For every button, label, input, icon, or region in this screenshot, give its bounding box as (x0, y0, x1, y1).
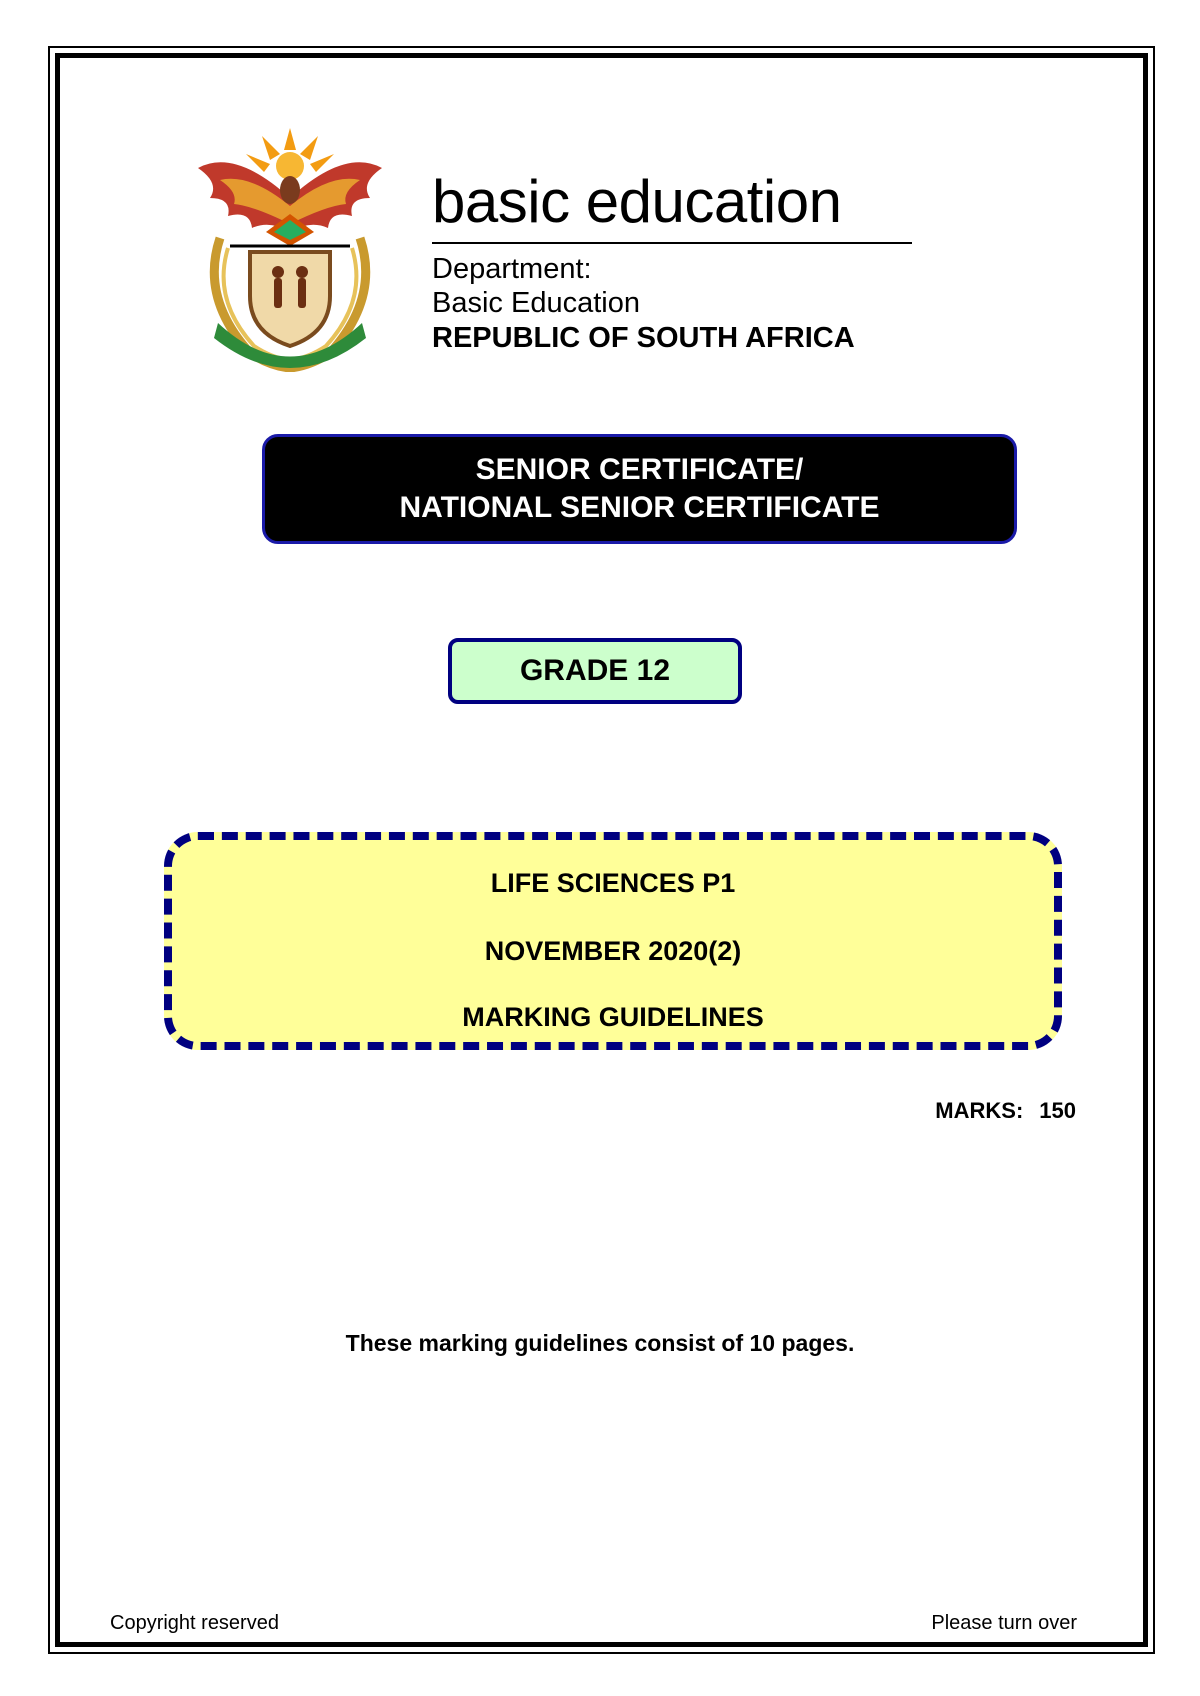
grade-badge: GRADE 12 (448, 638, 742, 704)
page-count-note: These marking guidelines consist of 10 pages. (345, 1330, 855, 1356)
department-name: Basic Education (432, 287, 640, 319)
footer-copyright: Copyright reserved (110, 1612, 279, 1634)
subject-name: LIFE SCIENCES P1 (490, 868, 736, 898)
department-label: Department: (432, 253, 592, 285)
certificate-line-1: SENIOR CERTIFICATE/ (475, 453, 804, 486)
subject-doc-type: MARKING GUIDELINES (462, 1002, 764, 1032)
subject-session: NOVEMBER 2020(2) (484, 936, 742, 966)
footer-turn-over: Please turn over (931, 1612, 1077, 1634)
country-name: REPUBLIC OF SOUTH AFRICA (432, 322, 855, 354)
marks-value: 150 (1039, 1098, 1076, 1123)
marks-total (935, 1098, 1076, 1124)
brand-name: basic education (432, 168, 842, 235)
certificate-banner (262, 434, 1017, 544)
south-africa-coat-of-arms-icon (190, 128, 390, 372)
subject-box (164, 832, 1062, 1050)
brand-rule (432, 242, 912, 244)
brand-block (432, 170, 912, 356)
marks-label: MARKS: (935, 1098, 1024, 1123)
certificate-line-2: NATIONAL SENIOR CERTIFICATE (399, 491, 880, 524)
